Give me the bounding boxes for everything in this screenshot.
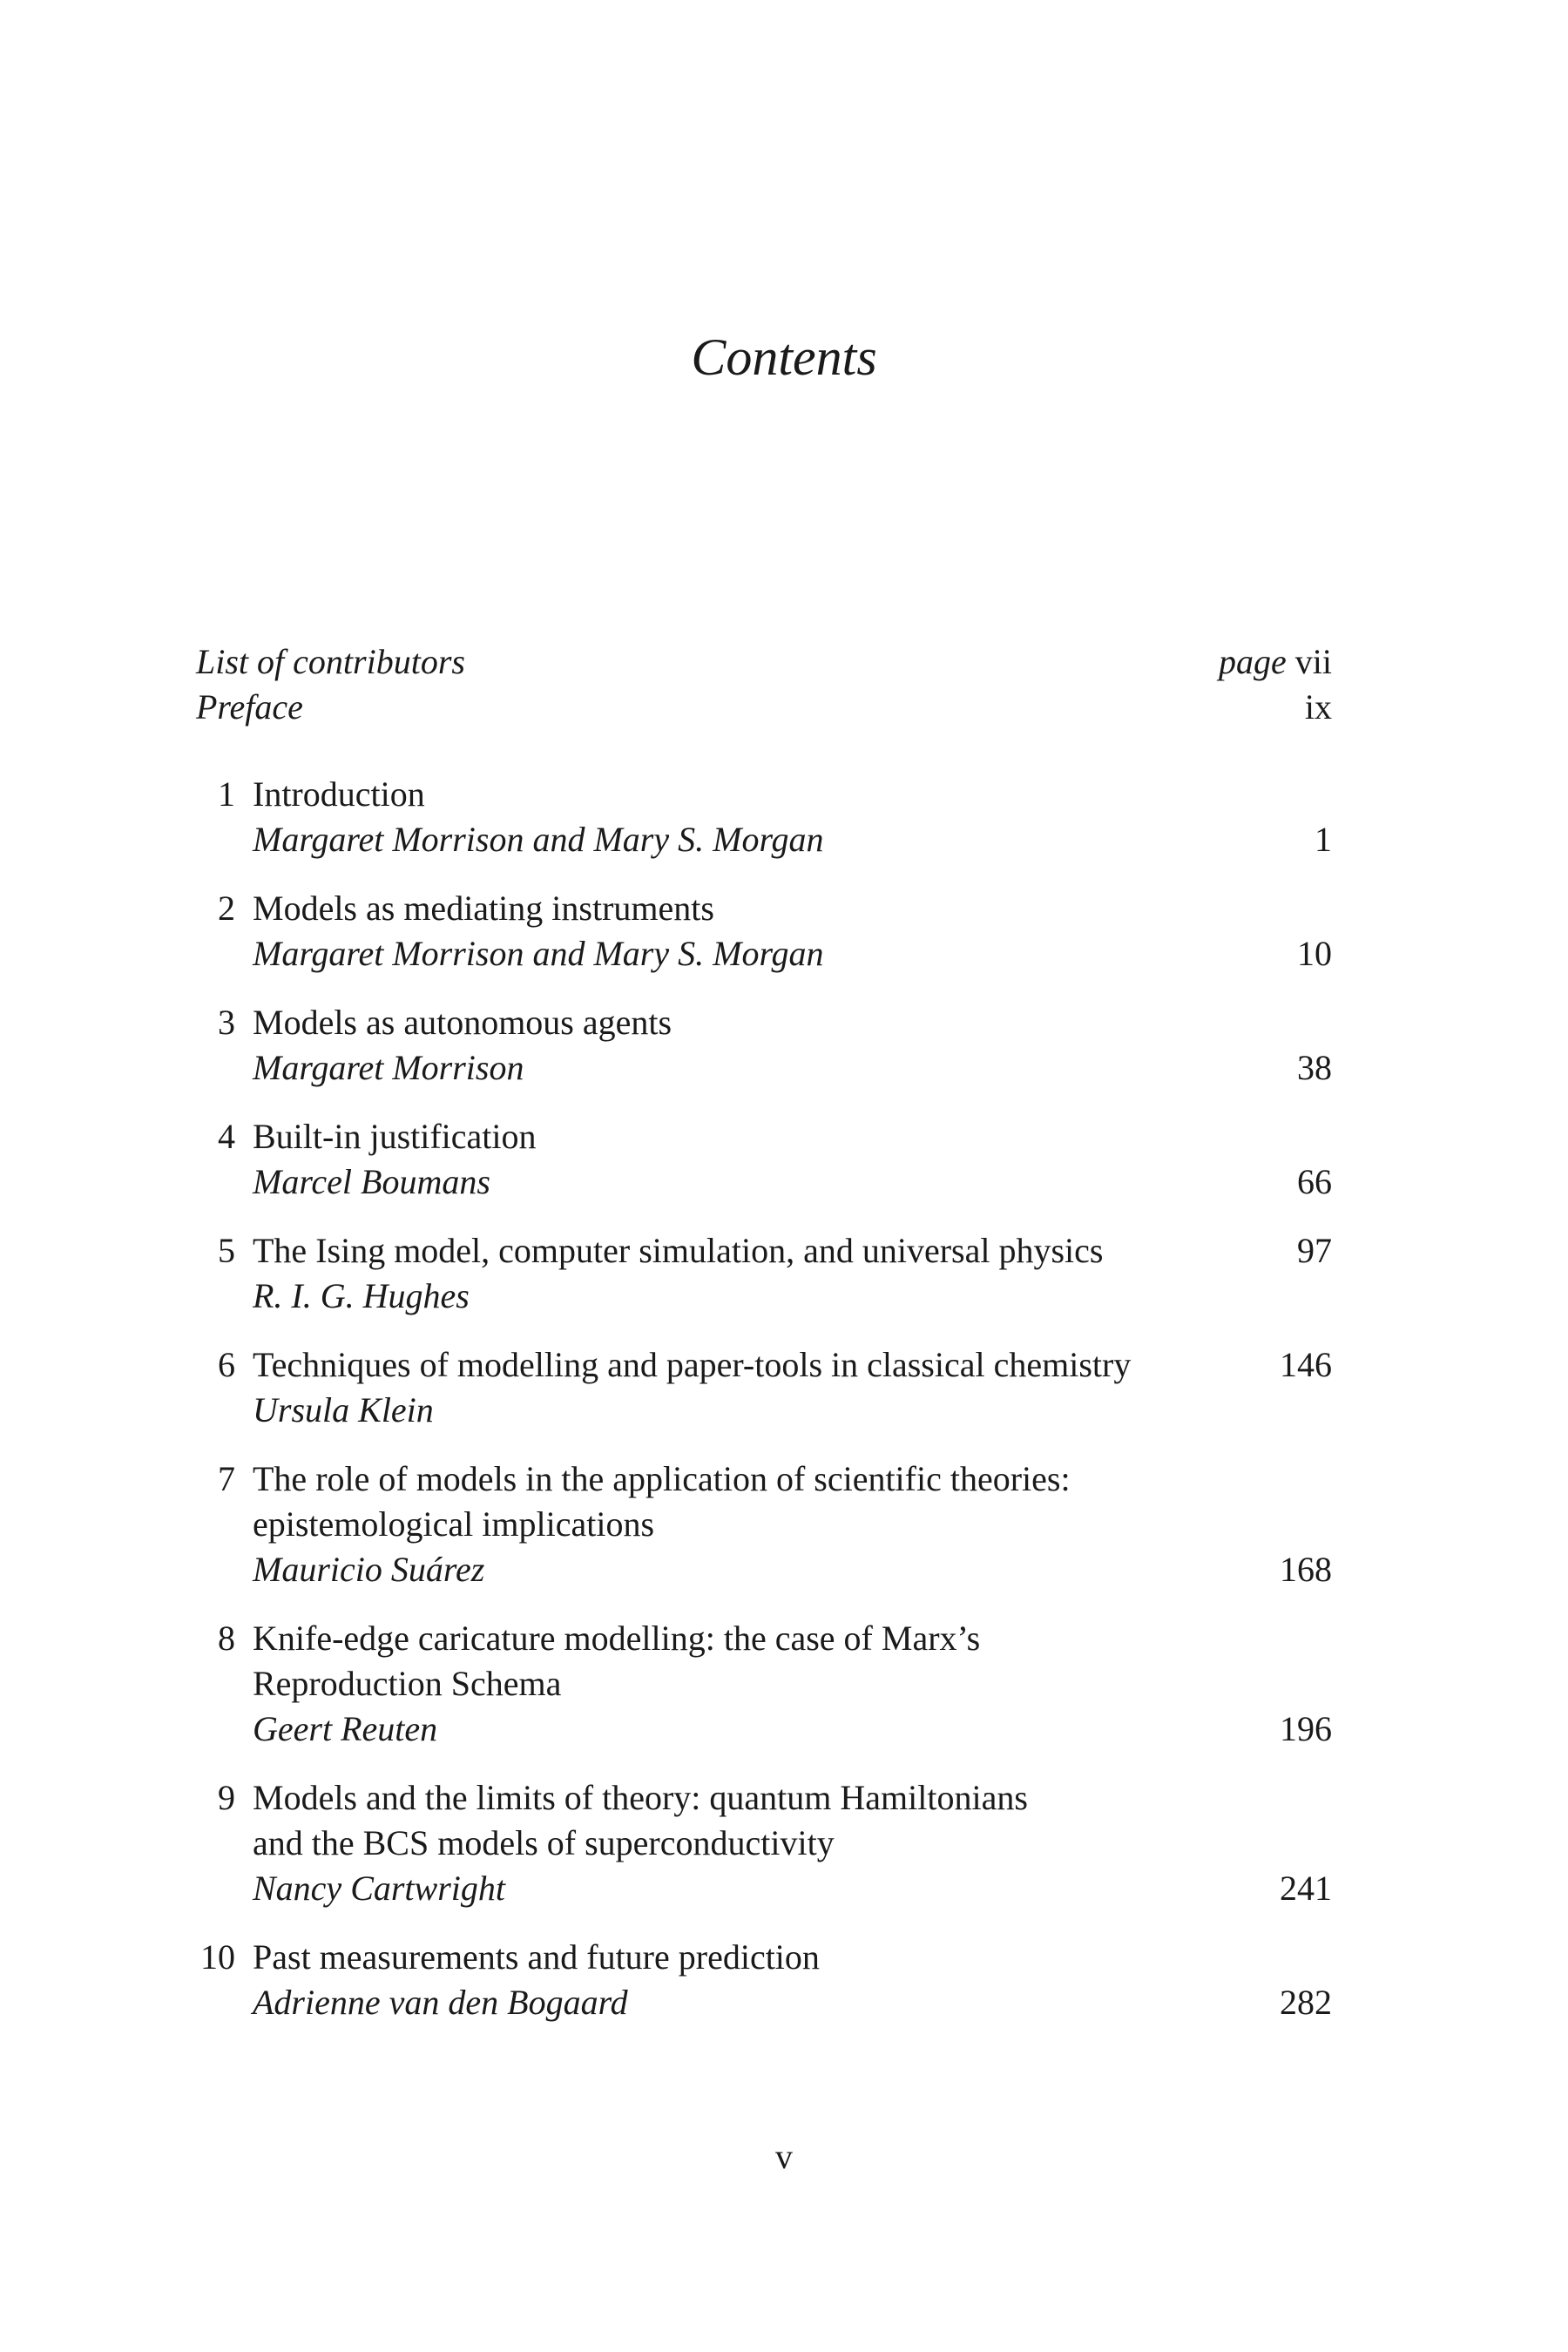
chapter-page-number: 97 [1297,1231,1332,1270]
toc-entry [196,1616,1332,1752]
page-folio: v [775,2137,793,2176]
chapter-author: Ursula Klein [253,1390,434,1429]
chapter-author: Nancy Cartwright [253,1869,506,1908]
front-matter-item-preface [196,685,1332,730]
chapter-title: Built-in justification [253,1117,537,1156]
chapter-body [253,1775,1227,1911]
chapter-title: Past measurements and future prediction [253,1937,820,1977]
chapter-number: 9 [218,1778,235,1817]
chapter-title: The Ising model, computer simulation, and universal physics [253,1231,1104,1270]
front-matter-item-contributors [196,639,1332,685]
chapter-title: Knife-edge caricature modelling: the case of Marx’s Reproduction Schema [253,1619,981,1703]
chapter-number: 8 [218,1619,235,1658]
page-number: vii [1294,642,1332,681]
front-matter-page [1219,639,1332,685]
chapter-page-number: 241 [1280,1869,1332,1908]
chapter-body [253,772,1227,862]
chapter-number: 7 [218,1459,235,1498]
chapter-body [253,1000,1227,1091]
chapter-body [253,1228,1332,1319]
chapter-author: Geert Reuten [253,1709,438,1748]
chapter-author: Margaret Morrison [253,1048,524,1087]
chapter-author: Mauricio Suárez [253,1550,485,1589]
toc-entry [196,1456,1332,1592]
chapter-page-number: 38 [1297,1048,1332,1087]
toc-entry [196,886,1332,977]
chapter-body [253,1616,1227,1752]
front-matter-label: Preface [196,687,303,727]
chapter-author: Margaret Morrison and Mary S. Morgan [253,934,824,973]
page-title: Contents [691,328,877,386]
toc-entry [196,1775,1332,1911]
front-matter-list [196,639,1332,730]
chapter-title: The role of models in the application of scientific theories: epistemological implications [253,1459,1071,1544]
chapter-body [253,1342,1332,1433]
toc-entry [196,1228,1332,1319]
chapter-title: Models as mediating instruments [253,889,714,928]
chapter-author: Margaret Morrison and Mary S. Morgan [253,820,824,859]
front-matter-label: List of contributors [196,642,465,681]
chapter-page-number: 1 [1315,820,1332,859]
front-matter-page: ix [1304,687,1332,727]
chapter-page-number: 146 [1280,1345,1332,1384]
chapter-number: 10 [200,1937,235,1977]
chapter-page-number: 66 [1297,1162,1332,1201]
chapter-body [253,1114,1227,1205]
chapter-title: Introduction [253,774,425,814]
chapter-page-number: 282 [1280,1983,1332,2022]
toc-entry [196,772,1332,862]
chapter-title: Models and the limits of theory: quantum Hamiltonians and the BCS models of superconductivity [253,1778,1028,1862]
chapter-page-number: 10 [1297,934,1332,973]
chapter-page-number: 168 [1280,1550,1332,1589]
chapter-number: 5 [218,1231,235,1270]
chapter-author: Adrienne van den Bogaard [253,1983,628,2022]
chapter-title: Models as autonomous agents [253,1003,672,1042]
chapter-author: Marcel Boumans [253,1162,490,1201]
toc-entry [196,1114,1332,1205]
chapter-body [253,1935,1227,2025]
table-of-contents [196,772,1332,2049]
chapter-number: 2 [218,889,235,928]
chapter-author: R. I. G. Hughes [253,1276,470,1315]
chapter-number: 1 [218,774,235,814]
chapter-number: 3 [218,1003,235,1042]
toc-entry [196,1935,1332,2025]
chapter-page-number: 196 [1280,1709,1332,1748]
chapter-number: 4 [218,1117,235,1156]
chapter-title: Techniques of modelling and paper-tools in classical chemistry [253,1345,1132,1384]
chapter-number: 6 [218,1345,235,1384]
toc-entry [196,1342,1332,1433]
chapter-body [253,886,1227,977]
toc-entry [196,1000,1332,1091]
chapter-body [253,1456,1227,1592]
page-prefix: page [1219,642,1287,681]
